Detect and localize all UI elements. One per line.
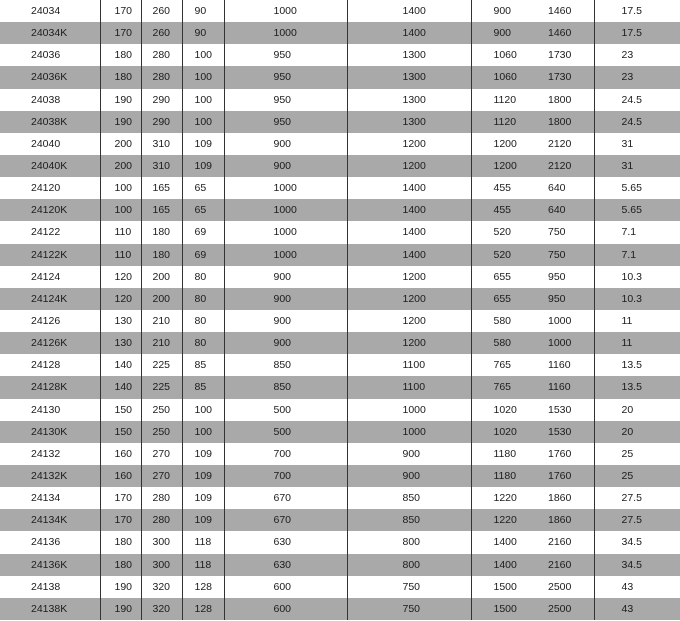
table-cell: 24.5 — [594, 111, 680, 133]
table-cell: 1200 — [347, 310, 471, 332]
table-cell: 1180 — [471, 443, 532, 465]
table-cell: 17.5 — [594, 22, 680, 44]
table-cell: 43 — [594, 576, 680, 598]
table-cell: 25 — [594, 465, 680, 487]
table-cell: 225 — [141, 354, 182, 376]
table-cell: 10.3 — [594, 266, 680, 288]
table-cell: 118 — [182, 531, 224, 553]
table-cell: 1120 — [471, 111, 532, 133]
table-cell: 128 — [182, 576, 224, 598]
table-cell: 1000 — [224, 244, 347, 266]
table-cell: 900 — [471, 0, 532, 22]
table-row — [0, 310, 680, 332]
table-cell: 109 — [182, 155, 224, 177]
table-cell: 13.5 — [594, 354, 680, 376]
table-cell: 20 — [594, 399, 680, 421]
table-cell: 100 — [182, 89, 224, 111]
table-cell: 100 — [182, 66, 224, 88]
table-cell: 850 — [224, 354, 347, 376]
table-cell: 130 — [100, 310, 141, 332]
table-cell: 1530 — [532, 421, 594, 443]
table-cell: 5.65 — [594, 177, 680, 199]
table-cell: 1000 — [224, 0, 347, 22]
table-cell: 750 — [548, 226, 566, 239]
table-cell: 950 — [548, 270, 566, 283]
table-cell: 800 — [347, 531, 471, 553]
table-cell: 24128K — [0, 376, 100, 398]
table-cell: 1060 — [471, 44, 532, 66]
table-cell: 950 — [532, 288, 594, 310]
table-cell: 11 — [594, 310, 680, 332]
table-cell: 670 — [224, 509, 347, 531]
table-row — [0, 111, 680, 133]
table-cell: 24136 — [31, 536, 61, 549]
table-cell: 100 — [100, 177, 141, 199]
table-cell: 1730 — [548, 49, 572, 62]
table-cell: 65 — [182, 199, 224, 221]
table-cell: 1000 — [347, 399, 471, 421]
table-cell: 1020 — [471, 399, 532, 421]
table-cell: 170 — [100, 487, 141, 509]
table-cell: 300 — [141, 554, 182, 576]
table-cell: 85 — [182, 354, 224, 376]
table-cell: 1000 — [224, 22, 347, 44]
table-cell: 950 — [224, 66, 347, 88]
table-cell: 90 — [182, 0, 224, 22]
table-cell: 200 — [141, 266, 182, 288]
table-cell: 24136K — [0, 554, 100, 576]
table-cell: 1400 — [347, 177, 471, 199]
table-cell: 600 — [224, 576, 347, 598]
table-cell: 1460 — [548, 5, 572, 18]
table-cell: 20 — [594, 421, 680, 443]
table-cell: 128 — [182, 598, 224, 620]
table-cell: 24138K — [0, 598, 100, 620]
table-cell: 109 — [182, 133, 224, 155]
table-cell: 300 — [141, 531, 182, 553]
table-cell: 85 — [182, 376, 224, 398]
table-cell: 630 — [224, 531, 347, 553]
table-cell: 13.5 — [594, 376, 680, 398]
table-cell: 165 — [141, 177, 182, 199]
table-cell: 250 — [141, 399, 182, 421]
table-cell: 190 — [100, 576, 141, 598]
table-cell: 80 — [182, 310, 224, 332]
table-cell: 110 — [100, 244, 141, 266]
table-cell: 24034 — [31, 5, 61, 18]
table-cell: 24132K — [0, 465, 100, 487]
table-cell: 24.5 — [594, 89, 680, 111]
table-row — [0, 531, 680, 553]
table-cell: 120 — [100, 266, 141, 288]
table-cell: 109 — [182, 487, 224, 509]
table-cell: 850 — [347, 509, 471, 531]
table-cell: 1000 — [347, 421, 471, 443]
table-cell: 90 — [182, 22, 224, 44]
table-cell: 455 — [471, 177, 532, 199]
table-cell: 670 — [224, 487, 347, 509]
table-cell: 900 — [347, 443, 471, 465]
table-cell: 1760 — [532, 465, 594, 487]
table-cell: 640 — [532, 199, 594, 221]
table-cell: 280 — [141, 44, 182, 66]
table-cell: 210 — [141, 332, 182, 354]
table-cell: 1180 — [471, 465, 532, 487]
table-row — [0, 509, 680, 531]
table-cell: 11 — [594, 332, 680, 354]
table-row — [0, 0, 680, 22]
table-cell: 100 — [182, 399, 224, 421]
table-cell: 1220 — [471, 509, 532, 531]
table-cell: 630 — [224, 554, 347, 576]
table-cell: 180 — [141, 244, 182, 266]
table-cell: 180 — [100, 66, 141, 88]
table-cell: 31 — [594, 133, 680, 155]
table-cell: 69 — [182, 244, 224, 266]
table-cell: 1000 — [224, 199, 347, 221]
table-cell: 180 — [100, 44, 141, 66]
table-cell: 7.1 — [594, 221, 680, 243]
table-cell: 1020 — [471, 421, 532, 443]
table-cell: 25 — [594, 443, 680, 465]
table-cell: 180 — [100, 554, 141, 576]
table-cell: 210 — [141, 310, 182, 332]
table-cell: 1500 — [471, 598, 532, 620]
table-row — [0, 288, 680, 310]
table-cell: 1100 — [347, 376, 471, 398]
table-cell: 24134 — [31, 492, 61, 505]
table-cell: 1460 — [532, 22, 594, 44]
table-cell: 900 — [471, 22, 532, 44]
table-cell: 80 — [182, 332, 224, 354]
table-row — [0, 576, 680, 598]
table-cell: 24132 — [31, 447, 61, 460]
table-cell: 170 — [100, 509, 141, 531]
table-cell: 520 — [471, 221, 532, 243]
table-cell: 1200 — [347, 266, 471, 288]
table-cell: 1300 — [347, 89, 471, 111]
table-cell: 109 — [182, 465, 224, 487]
table-cell: 80 — [182, 266, 224, 288]
table-cell: 10.3 — [594, 288, 680, 310]
table-cell: 270 — [141, 443, 182, 465]
table-cell: 900 — [224, 155, 347, 177]
table-cell: 120 — [100, 288, 141, 310]
table-cell: 280 — [141, 487, 182, 509]
table-cell: 900 — [224, 288, 347, 310]
table-cell: 250 — [141, 421, 182, 443]
table-row — [0, 177, 680, 199]
table-cell: 1000 — [224, 221, 347, 243]
table-cell: 1730 — [532, 66, 594, 88]
table-cell: 43 — [594, 598, 680, 620]
table-cell: 190 — [100, 598, 141, 620]
table-cell: 150 — [100, 421, 141, 443]
table-cell: 1860 — [532, 509, 594, 531]
table-cell: 500 — [224, 421, 347, 443]
table-cell: 1860 — [548, 492, 572, 505]
table-row — [0, 598, 680, 620]
table-cell: 170 — [100, 22, 141, 44]
table-cell: 290 — [141, 111, 182, 133]
table-cell: 1400 — [471, 554, 532, 576]
table-cell: 1100 — [347, 354, 471, 376]
table-cell: 750 — [347, 576, 471, 598]
table-cell: 900 — [224, 310, 347, 332]
table-cell: 1500 — [471, 576, 532, 598]
table-cell: 27.5 — [594, 487, 680, 509]
table-cell: 900 — [347, 465, 471, 487]
table-cell: 190 — [100, 111, 141, 133]
table-cell: 900 — [224, 133, 347, 155]
table-cell: 1400 — [347, 221, 471, 243]
table-cell: 2160 — [548, 536, 572, 549]
table-cell: 1300 — [347, 66, 471, 88]
table-cell: 24126K — [0, 332, 100, 354]
table-cell: 140 — [100, 376, 141, 398]
table-cell: 23 — [594, 66, 680, 88]
table-cell: 800 — [347, 554, 471, 576]
table-row — [0, 443, 680, 465]
table-cell: 24130 — [31, 403, 61, 416]
table-cell: 655 — [471, 266, 532, 288]
table-cell: 225 — [141, 376, 182, 398]
table-row — [0, 66, 680, 88]
table-row — [0, 465, 680, 487]
table-cell: 24122K — [0, 244, 100, 266]
table-cell: 24134K — [0, 509, 100, 531]
table-cell: 640 — [548, 182, 566, 195]
table-cell: 1000 — [548, 315, 572, 328]
table-cell: 1200 — [347, 133, 471, 155]
table-cell: 24126 — [31, 315, 61, 328]
table-cell: 260 — [141, 22, 182, 44]
table-cell: 24038 — [31, 93, 61, 106]
table-cell: 24120K — [0, 199, 100, 221]
table-cell: 24130K — [0, 421, 100, 443]
table-row — [0, 44, 680, 66]
table-cell: 700 — [224, 443, 347, 465]
table-cell: 100 — [182, 44, 224, 66]
table-cell: 320 — [141, 576, 182, 598]
table-row — [0, 487, 680, 509]
table-cell: 160 — [100, 465, 141, 487]
table-cell: 750 — [532, 244, 594, 266]
table-cell: 290 — [141, 89, 182, 111]
table-cell: 100 — [182, 421, 224, 443]
table-cell: 2160 — [532, 554, 594, 576]
table-cell: 1220 — [471, 487, 532, 509]
table-cell: 118 — [182, 554, 224, 576]
table-cell: 1200 — [347, 155, 471, 177]
table-cell: 320 — [141, 598, 182, 620]
table-cell: 110 — [100, 221, 141, 243]
table-cell: 150 — [100, 399, 141, 421]
table-cell: 180 — [100, 531, 141, 553]
table-cell: 1060 — [471, 66, 532, 88]
table-cell: 140 — [100, 354, 141, 376]
table-cell: 1400 — [347, 199, 471, 221]
table-row — [0, 399, 680, 421]
table-cell: 34.5 — [594, 554, 680, 576]
table-row — [0, 554, 680, 576]
table-cell: 24124 — [31, 270, 61, 283]
table-cell: 24034K — [0, 22, 100, 44]
table-cell: 455 — [471, 199, 532, 221]
table-cell: 2120 — [548, 137, 572, 150]
table-cell: 850 — [347, 487, 471, 509]
table-cell: 180 — [141, 221, 182, 243]
table-cell: 1400 — [347, 244, 471, 266]
table-cell: 1120 — [471, 89, 532, 111]
table-cell: 1400 — [347, 0, 471, 22]
table-cell: 580 — [471, 310, 532, 332]
table-cell: 160 — [100, 443, 141, 465]
table-cell: 1160 — [548, 359, 571, 372]
table-cell: 27.5 — [594, 509, 680, 531]
table-cell: 24036K — [0, 66, 100, 88]
table-row — [0, 376, 680, 398]
table-cell: 80 — [182, 288, 224, 310]
table-cell: 1000 — [224, 177, 347, 199]
table-row — [0, 244, 680, 266]
table-cell: 24120 — [31, 182, 61, 195]
table-cell: 1300 — [347, 111, 471, 133]
table-row — [0, 199, 680, 221]
table-cell: 24122 — [31, 226, 61, 239]
table-cell: 1300 — [347, 44, 471, 66]
table-cell: 24040 — [31, 137, 61, 150]
table-cell: 310 — [141, 133, 182, 155]
table-cell: 270 — [141, 465, 182, 487]
table-cell: 580 — [471, 332, 532, 354]
table-cell: 17.5 — [594, 0, 680, 22]
table-cell: 1800 — [532, 111, 594, 133]
table-cell: 765 — [471, 376, 532, 398]
table-cell: 23 — [594, 44, 680, 66]
table-row — [0, 22, 680, 44]
table-cell: 2120 — [532, 155, 594, 177]
table-cell: 24138 — [31, 580, 61, 593]
table-cell: 950 — [224, 111, 347, 133]
table-cell: 1160 — [532, 376, 594, 398]
table-cell: 165 — [141, 199, 182, 221]
table-cell: 7.1 — [594, 244, 680, 266]
table-cell: 950 — [224, 44, 347, 66]
table-cell: 1200 — [471, 133, 532, 155]
table-cell: 280 — [141, 66, 182, 88]
table-cell: 900 — [224, 266, 347, 288]
table-row — [0, 221, 680, 243]
table-cell: 950 — [224, 89, 347, 111]
table-cell: 655 — [471, 288, 532, 310]
table-cell: 1200 — [347, 288, 471, 310]
table-row — [0, 266, 680, 288]
table-cell: 310 — [141, 155, 182, 177]
table-cell: 200 — [100, 155, 141, 177]
table-cell: 5.65 — [594, 199, 680, 221]
table-cell: 520 — [471, 244, 532, 266]
table-cell: 200 — [141, 288, 182, 310]
table-cell: 24040K — [0, 155, 100, 177]
table-cell: 700 — [224, 465, 347, 487]
table-row — [0, 354, 680, 376]
table-cell: 24038K — [0, 111, 100, 133]
table-cell: 750 — [347, 598, 471, 620]
table-cell: 600 — [224, 598, 347, 620]
table-cell: 765 — [471, 354, 532, 376]
table-cell: 850 — [224, 376, 347, 398]
table-cell: 65 — [182, 177, 224, 199]
table-cell: 24124K — [0, 288, 100, 310]
table-cell: 1760 — [548, 447, 572, 460]
table-cell: 260 — [141, 0, 182, 22]
table-cell: 170 — [100, 0, 141, 22]
table-cell: 24036 — [31, 49, 61, 62]
table-cell: 280 — [141, 509, 182, 531]
table-cell: 1800 — [548, 93, 572, 106]
table-cell: 1200 — [347, 332, 471, 354]
table-cell: 31 — [594, 155, 680, 177]
table-cell: 200 — [100, 133, 141, 155]
table-cell: 190 — [100, 89, 141, 111]
table-row — [0, 155, 680, 177]
table-row — [0, 421, 680, 443]
table-row — [0, 89, 680, 111]
table-cell: 100 — [100, 199, 141, 221]
table-cell: 900 — [224, 332, 347, 354]
table-cell: 1530 — [548, 403, 572, 416]
table-cell: 500 — [224, 399, 347, 421]
table-row — [0, 133, 680, 155]
table-cell: 130 — [100, 332, 141, 354]
table-cell: 100 — [182, 111, 224, 133]
table-cell: 1200 — [471, 155, 532, 177]
table-row — [0, 332, 680, 354]
table-cell: 69 — [182, 221, 224, 243]
table-cell: 34.5 — [594, 531, 680, 553]
table-cell: 1400 — [347, 22, 471, 44]
table-cell: 2500 — [548, 580, 572, 593]
table-cell: 2500 — [532, 598, 594, 620]
table-cell: 109 — [182, 443, 224, 465]
table-cell: 1000 — [532, 332, 594, 354]
table-cell: 24128 — [31, 359, 61, 372]
table-cell: 1400 — [471, 531, 532, 553]
table-cell: 109 — [182, 509, 224, 531]
